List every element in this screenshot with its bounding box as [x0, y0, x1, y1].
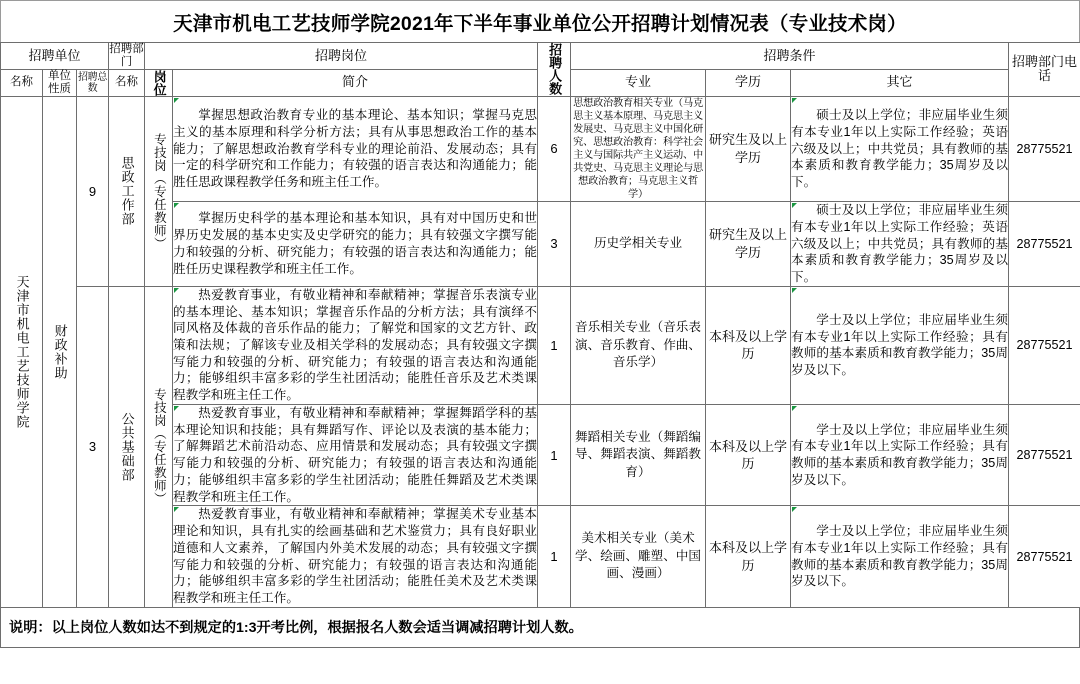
cell-dept-name [109, 96, 145, 286]
cell-major: 美术相关专业（美术学、绘画、雕塑、中国画、漫画） [571, 506, 706, 607]
intro-text: 热爱教育事业，有敬业精神和奉献精神；掌握美术专业基本理论和知识，具有扎实的绘画基础和艺术鉴赏力；具有良好职业道德和人文素养，了解国内外美术发展的动态；具有较强文字撰写能力和较强的分析、研究能力；有较强的语言表达和沟通能力；能够组织丰富多彩的学生社团活动；能胜任美术及艺术类课程教学和班主任工作。 [173, 507, 538, 606]
comment-marker-icon [792, 288, 797, 293]
header-sub-post [145, 69, 173, 96]
cell-major: 音乐相关专业（音乐表演、音乐教育、作曲、音乐学） [571, 286, 706, 404]
cell-dept-name [109, 286, 145, 607]
cell-other [791, 506, 1009, 607]
comment-marker-icon [174, 288, 179, 293]
footer-note: 说明：以上岗位人数如达不到规定的1:3开考比例，根据报名人数会适当调减招聘计划人数。 [9, 620, 583, 637]
unit-nature-text: 财政补助 [52, 323, 68, 380]
header-group-count-label: 招聘人数 [547, 43, 563, 96]
comment-marker-icon [792, 507, 797, 512]
dept-name-text: 公共基础部 [119, 411, 135, 482]
cell-phone: 28775521 [1009, 506, 1080, 607]
cell-count: 3 [538, 202, 571, 287]
cell-dept-post-wrap [145, 388, 172, 505]
cell-intro [173, 286, 538, 404]
header-sub-post-label: 岗位 [151, 69, 167, 96]
cell-education: 本科及以上学历 [706, 506, 791, 607]
footer-note-bar [0, 608, 1080, 648]
intro-text: 掌握思想政治教育专业的基本理论、基本知识；掌握马克思主义的基本原理和科学分析方法；具有从事思想政治工作的基本能力；了解思想政治教育学科专业的理论前沿、发展动态；具有一定的科学研究和工作能力；有较强的语言表达和沟通能力；能胜任思政课程教学任务和班主任工作。 [173, 108, 538, 190]
other-text: 学士及以上学位；非应届毕业生须有本专业1年以上实际工作经验；具有教师的基本素质和教育教学能力；35周岁及以下。 [791, 312, 1009, 378]
cell-phone: 28775521 [1009, 404, 1080, 505]
header-group-post: 招聘岗位 [145, 43, 538, 70]
page-title: 天津市机电工艺技师学院2021年下半年事业单位公开招聘计划情况表（专业技术岗） [173, 12, 907, 35]
header-sub-major: 专业 [571, 69, 706, 96]
header-sub-total: 招聘总数 [77, 69, 109, 96]
header-group-count-wrap [538, 43, 570, 95]
cell-education: 研究生及以上学历 [706, 202, 791, 287]
header-sub-intro: 简介 [173, 69, 538, 96]
cell-other [791, 202, 1009, 287]
cell-intro [173, 202, 538, 287]
cell-count: 1 [538, 404, 571, 505]
cell-other [791, 286, 1009, 404]
cell-unit-nature [43, 96, 77, 607]
header-group-phone: 招聘部门电话 [1009, 43, 1080, 97]
cell-dept-name-wrap [109, 412, 144, 482]
comment-marker-icon [174, 203, 179, 208]
cell-other [791, 404, 1009, 505]
header-group-conditions: 招聘条件 [571, 43, 1009, 70]
cell-major: 思想政治教育相关专业（马克思主义基本原理、马克思主义发展史、马克思主义中国化研究、思想政治教育：科学社会主义与国际共产主义运动、中共党史、马克思主义理论与思想政治教育；马克思主义哲学） [571, 96, 706, 201]
cell-intro [173, 404, 538, 505]
table-row [1, 286, 1080, 404]
header-group-unit: 招聘单位 [1, 43, 109, 70]
header-sub-dept-name: 名称 [109, 69, 145, 96]
cell-count: 1 [538, 506, 571, 607]
dept-post-text: 专技岗（专任教师） [152, 388, 167, 506]
cell-phone: 28775521 [1009, 96, 1080, 201]
other-text: 硕士及以上学位；非应届毕业生须有本专业1年以上实际工作经验；英语六级及以上；中共党员；具有教师的基本素质和教育教学能力；35周岁及以下。 [791, 203, 1009, 285]
page-title-bar [0, 0, 1080, 42]
recruitment-table [0, 42, 1080, 608]
comment-marker-icon [792, 406, 797, 411]
cell-dept-post [145, 96, 173, 286]
comment-marker-icon [792, 203, 797, 208]
header-group-dept-label: 招聘部门 [109, 43, 144, 68]
cell-intro [173, 96, 538, 201]
header-sub-other: 其它 [791, 69, 1009, 96]
comment-marker-icon [174, 98, 179, 103]
cell-count: 6 [538, 96, 571, 201]
header-sub-name: 名称 [1, 69, 43, 96]
cell-education: 本科及以上学历 [706, 286, 791, 404]
cell-intro [173, 506, 538, 607]
cell-unit-name-wrap [1, 97, 42, 607]
comment-marker-icon [174, 406, 179, 411]
cell-education: 研究生及以上学历 [706, 96, 791, 201]
cell-phone: 28775521 [1009, 202, 1080, 287]
cell-dept-total: 3 [77, 286, 109, 607]
other-text: 硕士及以上学位；非应届毕业生须有本专业1年以上实际工作经验；英语六级及以上；中共党员；具有教师的基本素质和教育教学能力；35周岁及以下。 [791, 108, 1009, 190]
table-header [1, 43, 1080, 97]
other-text: 学士及以上学位；非应届毕业生须有本专业1年以上实际工作经验；具有教师的基本素质和教育教学能力；35周岁及以下。 [791, 422, 1009, 487]
other-text: 学士及以上学位；非应届毕业生须有本专业1年以上实际工作经验；具有教师的基本素质和教育教学能力；35周岁及以下。 [791, 524, 1009, 589]
comment-marker-icon [174, 507, 179, 512]
intro-text: 热爱教育事业，有敬业精神和奉献精神；掌握舞蹈学科的基本理论知识和技能；具有舞蹈写作、评论以及表演的基本能力；了解舞蹈艺术前沿动态、应用情景和发展动态；具有较强文字撰写能力和较强的分析、研究能力；有较强的语言表达和沟通能力；能够组织丰富多彩的学生社团活动；能胜任舞蹈及艺术类课程教学和班主任工作。 [173, 405, 538, 504]
dept-post-text: 专技岗（专任教师） [152, 132, 167, 250]
header-sub-nature: 单位性质 [43, 69, 77, 96]
cell-dept-post-wrap [145, 133, 172, 250]
cell-other [791, 96, 1009, 201]
header-group-dept [109, 43, 145, 70]
cell-unit-name [1, 96, 43, 607]
cell-count: 1 [538, 286, 571, 404]
table-row [1, 96, 1080, 201]
header-sub-education: 学历 [706, 69, 791, 96]
intro-text: 热爱教育事业，有敬业精神和奉献精神；掌握音乐表演专业的基本理论、基本知识；掌握音乐作品的分析方法；具有演绎不同风格及体裁的音乐作品的能力；了解党和国家的文艺方针、政策和法规；了解该专业及相关学科的发展动态；具有较强文字撰写能力和较强的分析、研究能力；有较强的语言表达和沟通能力；能够组织丰富多彩的学生社团活动；能胜任音乐及艺术类课程教学和班主任工作。 [173, 287, 538, 403]
cell-dept-name-wrap [109, 156, 144, 226]
cell-dept-post [145, 286, 173, 607]
cell-major: 舞蹈相关专业（舞蹈编导、舞蹈表演、舞蹈教育） [571, 404, 706, 505]
cell-major: 历史学相关专业 [571, 202, 706, 287]
header-row-group [1, 43, 1080, 70]
intro-text: 掌握历史科学的基本理论和基本知识，具有对中国历史和世界历史发展的基本史实及史学研究的能力；具有较强文字撰写能力和较强的分析、研究能力；有较强的语言表达和沟通能力；能胜任历史课程教学和班主任工作。 [173, 211, 538, 276]
unit-name-text: 天津市机电工艺技师学院 [14, 274, 30, 429]
comment-marker-icon [792, 98, 797, 103]
header-sub-post-wrap [145, 70, 172, 96]
cell-phone: 28775521 [1009, 286, 1080, 404]
cell-education: 本科及以上学历 [706, 404, 791, 505]
table-body [1, 96, 1080, 607]
cell-unit-nature-wrap [43, 324, 76, 380]
header-group-count [538, 43, 571, 97]
cell-dept-total: 9 [77, 96, 109, 286]
dept-name-text: 思政工作部 [119, 156, 135, 227]
